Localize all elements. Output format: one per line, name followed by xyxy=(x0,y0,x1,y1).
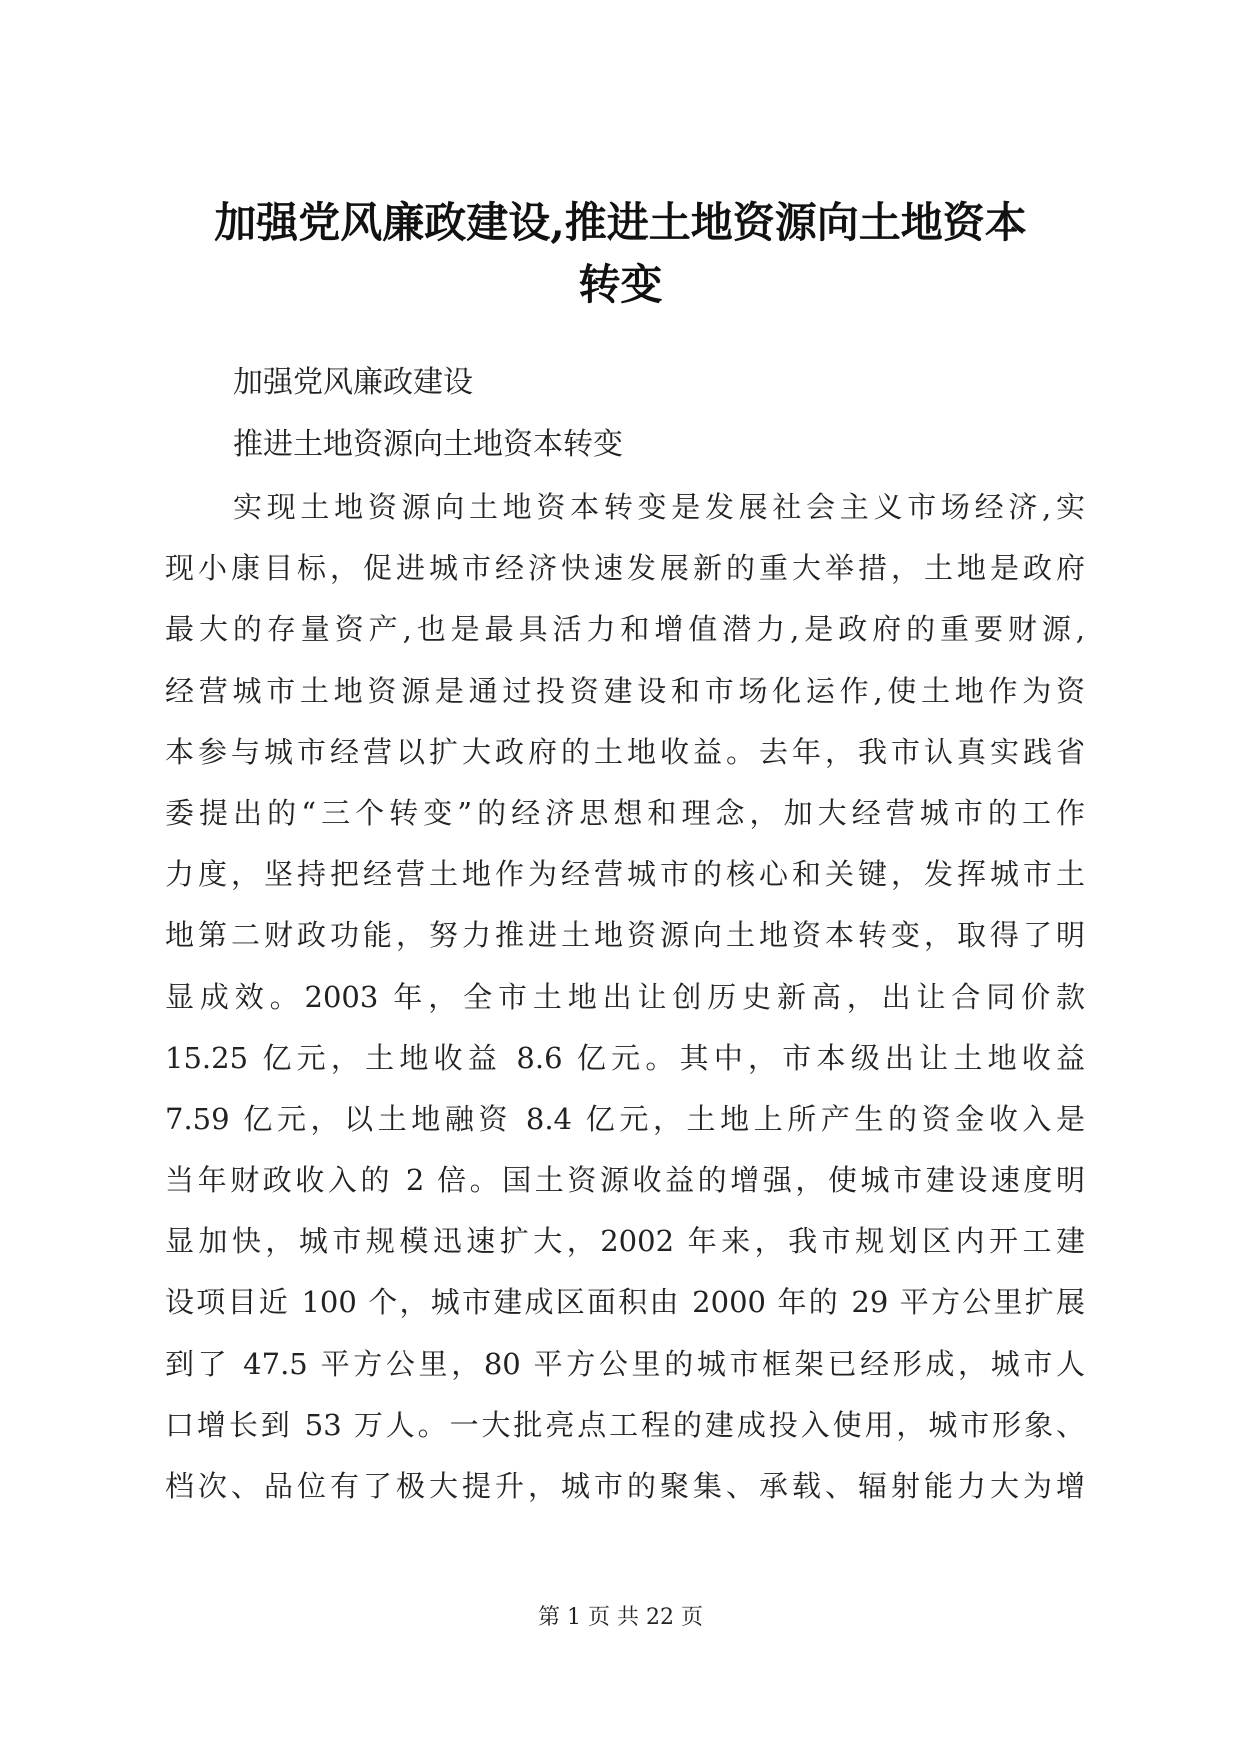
body-paragraph xyxy=(165,487,1085,1527)
body-line: 口增长到 53 万人。一大批亮点工程的建成投入使用，城市形象、 xyxy=(165,1407,1085,1442)
body-line: 最大的存量资产,也是最具活力和增值潜力,是政府的重要财源, xyxy=(165,612,1085,647)
body-line: 7.59 亿元，以土地融资 8.4 亿元，土地上所产生的资金收入是 xyxy=(165,1101,1085,1136)
body-line: 力度，坚持把经营土地作为经营城市的核心和关键，发挥城市土 xyxy=(165,857,1085,892)
body-line: 显加快，城市规模迅速扩大，2002 年来，我市规划区内开工建 xyxy=(165,1224,1085,1259)
body-line: 档次、品位有了极大提升，城市的聚集、承载、辐射能力大为增 xyxy=(165,1469,1085,1503)
body-line: 现小康目标，促进城市经济快速发展新的重大举措，土地是政府 xyxy=(165,551,1085,586)
subtitle-2: 推进土地资源向土地资本转变 xyxy=(233,427,623,462)
body-line: 15.25 亿元，土地收益 8.6 亿元。其中，市本级出让土地收益 xyxy=(165,1040,1085,1075)
body-line: 实现土地资源向土地资本转变是发展社会主义市场经济,实 xyxy=(233,490,1085,524)
page-number-footer: 第 1 页 共 22 页 xyxy=(538,1605,703,1630)
body-line: 本参与城市经营以扩大政府的土地收益。去年，我市认真实践省 xyxy=(165,734,1085,769)
document-title xyxy=(130,192,1111,316)
body-line: 委提出的“三个转变”的经济思想和理念，加大经营城市的工作 xyxy=(165,795,1085,830)
body-line: 经营城市土地资源是通过投资建设和市场化运作,使土地作为资 xyxy=(165,673,1085,708)
body-line: 显成效。2003 年，全市土地出让创历史新高，出让合同价款 xyxy=(165,979,1085,1014)
body-line: 设项目近 100 个，城市建成区面积由 2000 年的 29 平方公里扩展 xyxy=(165,1285,1085,1320)
body-line: 地第二财政功能，努力推进土地资源向土地资本转变，取得了明 xyxy=(165,918,1085,953)
title-line: 转变 xyxy=(578,260,663,309)
body-line: 到了 47.5 平方公里，80 平方公里的城市框架已经形成，城市人 xyxy=(165,1346,1085,1381)
title-line: 加强党风廉政建设,推进土地资源向土地资本 xyxy=(214,198,1027,247)
subtitle-1: 加强党风廉政建设 xyxy=(233,365,473,400)
body-line: 当年财政收入的 2 倍。国土资源收益的增强，使城市建设速度明 xyxy=(165,1163,1085,1198)
